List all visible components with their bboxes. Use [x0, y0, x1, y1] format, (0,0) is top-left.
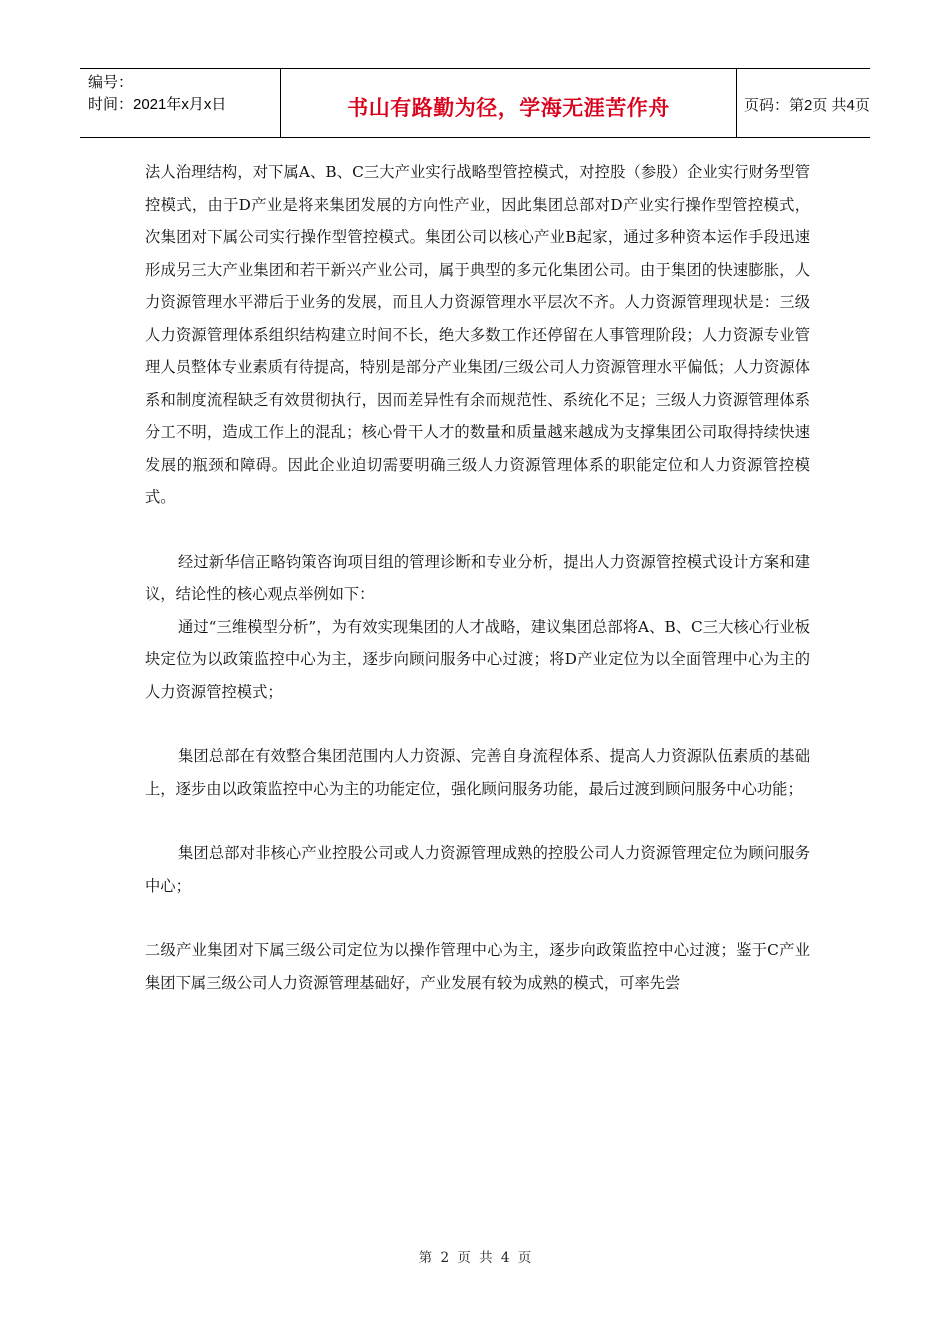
header-motto-cell: [280, 69, 737, 137]
body-paragraph: 二级产业集团对下属三级公司定位为以操作管理中心为主，逐步向政策监控中心过渡；鉴于C产业集团下属三级公司人力资源管理基础好，产业发展有较为成熟的模式，可率先尝: [145, 941, 810, 992]
body-paragraph: 集团总部在有效整合集团范围内人力资源、完善自身流程体系、提高人力资源队伍素质的基础上，逐步由以政策监控中心为主的功能定位，强化顾问服务功能，最后过渡到顾问服务中心功能；: [145, 747, 810, 798]
body-paragraph: 法人治理结构，对下属A、B、C三大产业实行战略型管控模式，对控股（参股）企业实行财务型管控模式，由于D产业是将来集团发展的方向性产业，因此集团总部对D产业实行操作型管控模式，次集团对下属公司实行操作型管控模式。集团公司以核心产业B起家，通过多种资本运作手段迅速形成另三大产业集团和若干新兴产业公司，属于典型的多元化集团公司。由于集团的快速膨胀，人力资源管理水平滞后于业务的发展，而且人力资源管理水平层次不齐。人力资源管理现状是：三级人力资源管理体系组织结构建立时间不长，绝大多数工作还停留在人事管理阶段；人力资源专业管理人员整体专业素质有待提高，特别是部分产业集团/三级公司人力资源管理水平偏低；人力资源体系和制度流程缺乏有效贯彻执行，因而差异性有余而规范性、系统化不足；三级人力资源管理体系分工不明，造成工作上的混乱；核心骨干人才的数量和质量越来越成为支撑集团公司取得持续快速发展的瓶颈和障碍。因此企业迫切需要明确三级人力资源管理体系的职能定位和人力资源管控模式。: [145, 163, 810, 506]
document-body: [145, 156, 810, 999]
document-time-label: 时间：2021年x月x日: [88, 96, 227, 113]
body-paragraph: 集团总部对非核心产业控股公司或人力资源管理成熟的控股公司人力资源管理定位为顾问服务中心；: [145, 844, 810, 895]
header-page-cell: [736, 69, 870, 137]
body-paragraph: 通过“三维模型分析”，为有效实现集团的人才战略，建议集团总部将A、B、C三大核心行业板块定位为以政策监控中心为主，逐步向顾问服务中心过渡；将D产业定位为以全面管理中心为主的人力资源管控模式；: [145, 617, 810, 701]
header-motto: 书山有路勤为径，学海无涯苦作舟: [347, 96, 670, 120]
header-meta-cell: [80, 69, 280, 137]
header-page-info: 页码：第2页 共4页: [744, 97, 870, 114]
document-number-label: 编号：: [88, 74, 134, 91]
body-paragraph: 经过新华信正略钧策咨询项目组的管理诊断和专业分析，提出人力资源管控模式设计方案和建议，结论性的核心观点举例如下：: [145, 552, 810, 603]
page-footer: 第 2 页 共 4 页: [418, 1250, 532, 1266]
page-header: [80, 68, 870, 138]
